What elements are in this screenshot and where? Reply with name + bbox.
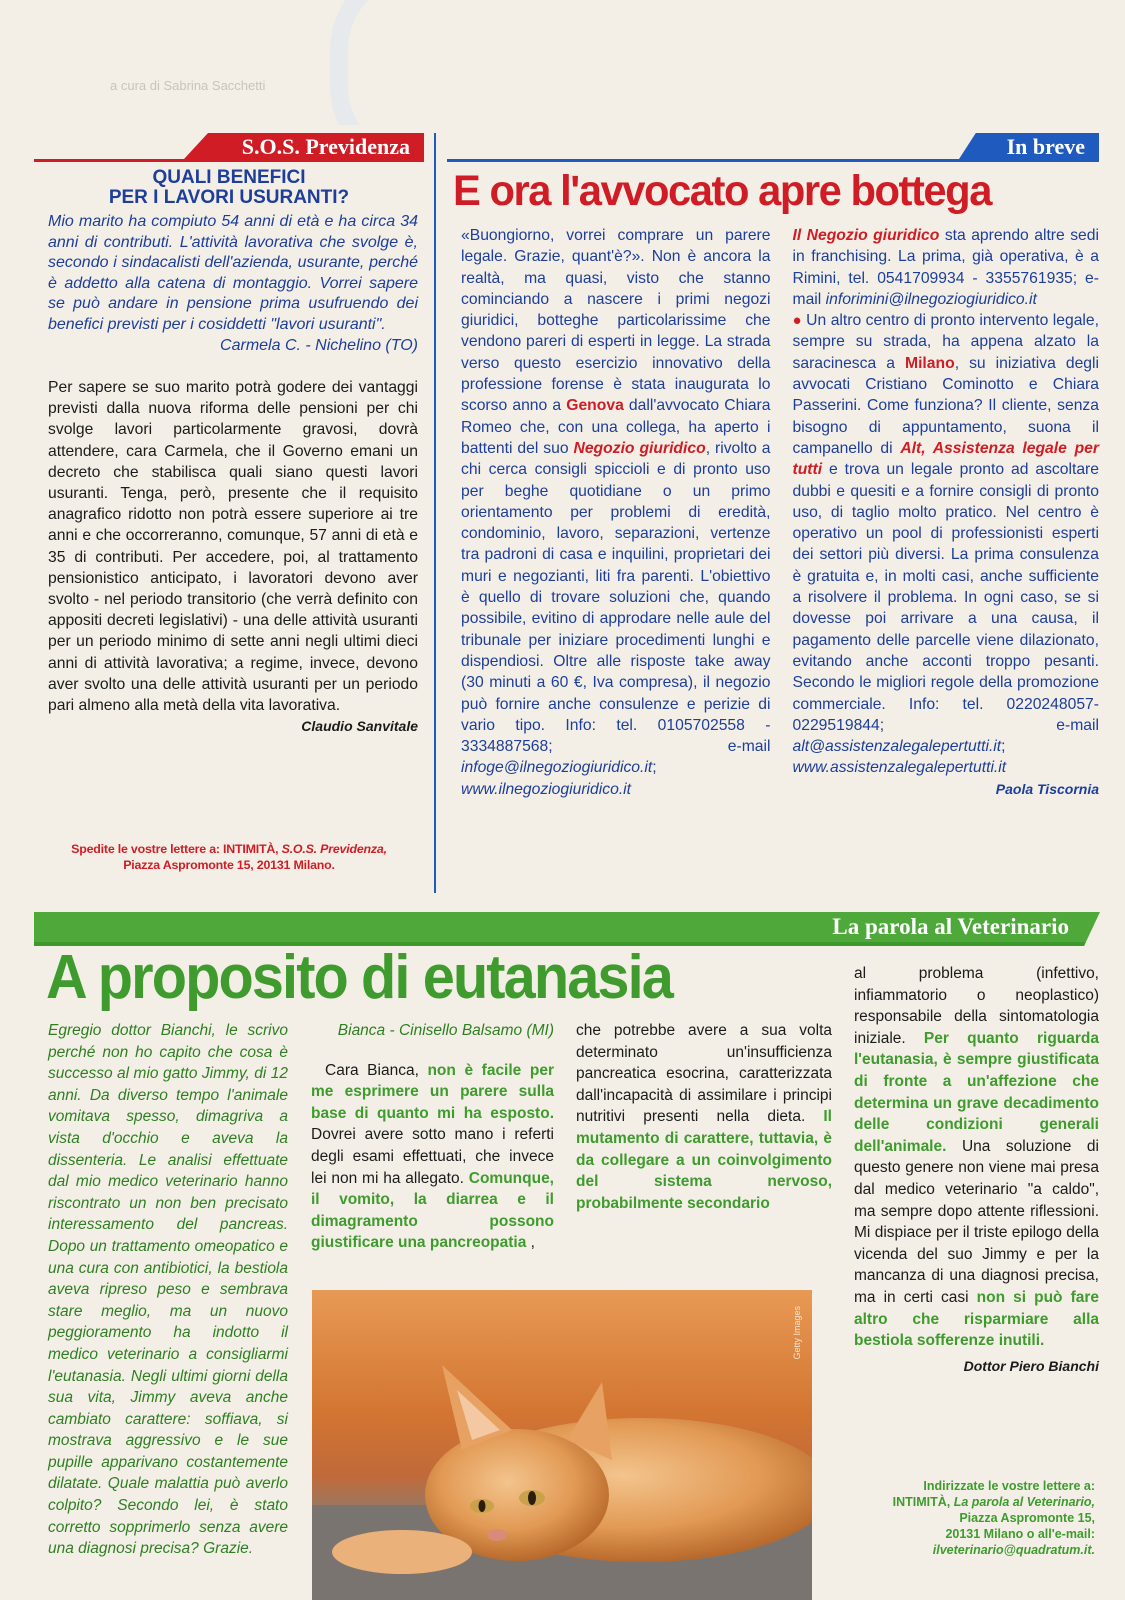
- cat-illustration: [312, 1290, 812, 1600]
- column-divider: [434, 133, 436, 893]
- vet-send-magazine: INTIMITÀ,: [892, 1495, 954, 1509]
- vet-answer-highlight: Il mutamento di carattere, tuttavia, è da collegare a un coinvolgimento del sistema nervoso, probabilmente secondario: [576, 1108, 832, 1212]
- vet-answer-highlight: Comunque, il vomito, la diarrea e il dimagramento possono giustificare una pancreopatia: [311, 1169, 554, 1252]
- vet-headline: A proposito di eutanasia: [46, 943, 673, 1012]
- vet-send-line1: Indirizzate le vostre lettere a:: [923, 1479, 1095, 1493]
- sos-header-bar: [34, 133, 424, 162]
- sos-answer-signature: Claudio Sanvitale: [301, 718, 418, 735]
- breve-separator: ;: [652, 759, 657, 777]
- breve-website-negozio[interactable]: www.ilnegoziogiuridico.it: [461, 780, 632, 798]
- breve-text: sta aprendo altre sedi in franchising. La prima, già operativa, è a Rimini, tel. 0541709934 - 3355761935; e-mail: [792, 227, 1099, 308]
- vet-letter-text: Egregio dottor Bianchi, le scrivo perché non ho capito che cosa è successo al mio gatto Jimmy, di 12 anni. Da diverso tempo l'animale vomitava spesso, dimagriva a vista d'occhio e aveva la dissenteria. Le analisi effettuate dal mio medico veterinario hanno riscontrato un non ben precisato interessamento del pancreas. Dopo un trattamento omeopatico e una cura con antibiotici, la bestiola aveva ripreso peso e sembrava stare meglio, ma un nuovo peggioramento ha indotto il medico veterinario a consigliarmi l'eutanasia. Negli ultimi giorni della sua vita, Jimmy aveva anche cambiato carattere: soffiava, si mostrava aggressivo e le sue pupille apparivano costantemente dilatate. Quale malattia può averlo colpito? Secondo lei, è stato corretto sopprimerlo senza avere una diagnosi precisa? Grazie.: [48, 1022, 288, 1558]
- vet-answer-start: [311, 1060, 554, 1254]
- cat-pupil: [528, 1491, 536, 1505]
- breve-website-alt[interactable]: www.assistenzalegalepertutti.it: [792, 759, 1007, 777]
- breve-headline: E ora l'avvocato apre bottega: [453, 167, 991, 215]
- breve-text: e trova un legale pronto ad ascoltare dubbi e quesiti e a fornire consigli di pronto uso, di taglio molto pratico. Nel centro è operativo un pool di professionisti esperti dei settori più diversi. La prima consulenza è gratuita e, in molti casi, anche sufficiente a risolvere il problema. In ogni caso, se si dovesse poi arrivare a una causa, il pagamento delle parcelle viene dilazionato, evitando anche acconti troppo pesanti. Secondo le migliori regole della promozione commerciale. Info: tel. 0220248057- 0229519844; e-mail: [792, 461, 1099, 734]
- sos-question-signature: Carmela C. - Nichelino (TO): [220, 337, 418, 354]
- breve-city-milano: Milano: [905, 354, 955, 372]
- vet-answer-highlight: non si può fare altro che risparmiare alla bestiola sofferenze inutili.: [854, 1288, 1100, 1350]
- sos-section-label: S.O.S. Previdenza: [241, 134, 410, 159]
- breve-columns: [447, 225, 1099, 800]
- page-ghost: [30, 0, 1125, 125]
- breve-shop-name: Il Negozio giuridico: [792, 227, 940, 244]
- vet-signature: Dottor Piero Bianchi: [963, 1357, 1099, 1374]
- sos-previdenza-section: [34, 133, 424, 893]
- cat-photo: [312, 1290, 812, 1600]
- sos-send-column: S.O.S. Previdenza,: [281, 842, 387, 856]
- vet-answer-text: Dovrei avere sotto mano i referti degli esami effettuati, che invece lei non mi ha allegato.: [311, 1126, 554, 1187]
- sos-send-address: Piazza Aspromonte 15, 20131 Milano.: [123, 858, 335, 872]
- vet-answer-text: che potrebbe avere a sua volta determinato un'insufficienza pancreatica esocrina, caratterizzata dall'incapacità di assimilare i principi nutritivi presenti nella dieta.: [576, 1022, 832, 1126]
- vet-send-line2: [835, 1494, 1095, 1510]
- breve-city-genova: Genova: [566, 397, 624, 415]
- breve-text: dall'avvocato Chiara Romeo che, con una collega, ha aperto i battenti del suo: [461, 397, 771, 457]
- sos-reader-question: Mio marito ha compiuto 54 anni di età e ha circa 34 anni di contributi. L'attività lavorativa che svolge è, secondo i sindacalisti dell'azienda, usurante, perché è addetto alla catena di montaggio. Vorrei sapere se può andare in pensione prima usufruendo dei benefici previsti per i cosiddetti "lavori usuranti".: [48, 213, 418, 333]
- vet-answer-highlight: non è facile per me esprimere un parere sulla base di quanto mi ha esposto.: [311, 1061, 554, 1122]
- breve-signature: Paola Tiscornia: [995, 780, 1099, 797]
- vet-letter-signature: Bianca - Cinisello Balsamo (MI): [337, 1022, 554, 1039]
- breve-text: , rivolto a chi cerca consigli spiccioli e di pronto uso per beghe quotidiane o un primo orientamento per problemi di eredità, condominio, lavoro, separazioni, vertenze tra padroni di casa e inquilini, proprietari dei muri e negozianti, liti fra parenti. L'obiettivo è quello di trovare soluzioni che, quando possibile, evitino di approdare nelle aule del tribunale per iniziare procedimenti lunghi e dispendiosi. Oltre alle risposte take away (30 minuti a 60 €, Iva compresa), il negozio può fornire anche consulenze e perizie di vario tipo. Info: tel. 0105702558 - 3334887568; e-mail: [461, 439, 771, 756]
- bullet-icon: ●: [792, 312, 802, 330]
- breve-separator: ;: [1001, 738, 1006, 756]
- vet-send-line4: 20131 Milano o all'e-mail:: [945, 1527, 1095, 1541]
- breve-text: , su iniziativa degli avvocati Cristiano Cominotto e Chiara Passerini. Come funziona? Il cliente, senza bisogno di appuntamento, suona il campanello di: [792, 354, 1100, 457]
- sos-answer: Per sapere se suo marito potrà godere dei vantaggi previsti dalla nuova riforma delle pensioni per chi svolge lavori particolarmente gravosi, dovrà attendere, cara Carmela, che il Governo emani un decreto che stabilisca quali siano questi lavori usuranti. Tenga, però, presente che il requisito anagrafico ridotto non potrà essere superiore ai tre anni e che occorreranno, comunque, 57 anni di età e 35 di contributi. Per accedere, poi, al trattamento pensionistico anticipato, i lavoratori devono aver svolto - nel periodo transitorio (che verrà definito con appositi decreti legislativi) - una delle attività usuranti per un periodo minimo di sette anni negli ultimi dieci anni di attività lavorativa; a regime, invece, devono aver svolto una delle attività usuranti per un periodo pari almeno alla metà della vita lavorativa.: [48, 379, 418, 715]
- vet-answer-text: al problema (infettivo, infiammatorio o neoplastico) responsabile della sintomatologia iniziale.: [854, 965, 1099, 1047]
- breve-text: Un altro centro di pronto intervento legale, sempre su strada, ha appena alzato la saracinesca a: [792, 312, 1100, 372]
- vet-send-email[interactable]: ilveterinario@quadratum.it.: [932, 1543, 1095, 1557]
- vet-answer-text: Cara Bianca,: [325, 1061, 428, 1079]
- cat-paw: [332, 1530, 472, 1574]
- vet-column-3: [576, 1020, 832, 1214]
- vet-column-2: [311, 1020, 554, 1254]
- vet-send-letters: [835, 1478, 1095, 1558]
- breve-header-bar: [447, 133, 1099, 162]
- vet-answer-highlight: Per quanto riguarda l'eutanasia, è sempre giustificata di fronte a un'affezione che determina un grave decadimento delle condizioni generali dell'animale.: [854, 1029, 1099, 1155]
- breve-column-2: [793, 225, 1100, 800]
- sos-question-title-line2: PER I LAVORI USURANTI?: [108, 187, 350, 208]
- breve-column-1: [461, 225, 771, 800]
- breve-shop-name: Negozio giuridico: [573, 439, 706, 457]
- sos-send-line1: Spedite le vostre lettere a: INTIMITÀ,: [71, 842, 282, 856]
- breve-section-label: In breve: [1006, 134, 1085, 159]
- sos-question-title-line1: QUALI BENEFICI: [152, 167, 306, 188]
- breve-text: «Buongiorno, vorrei comprare un parere legale. Grazie, quant'è?». Non è ancora la realtà, ma quasi, visto che stanno cominciando a nascere i primi negozi giuridici, botteghe particolarissime che vendono pareri di esperti in legge. La strada verso questo esercizio innovativo della professione forense è stata inaugurata lo scorso anno a: [461, 227, 771, 415]
- breve-email-alt[interactable]: alt@assistenzalegalepertutti.it: [792, 738, 1002, 756]
- vet-answer-text: ,: [530, 1234, 535, 1252]
- breve-alt-name: Alt, Assistenza legale per tutti: [792, 439, 1099, 479]
- cat-nose: [487, 1529, 507, 1541]
- vet-section-label: La parola al Veterinario: [832, 914, 1069, 939]
- photo-credit: Getty Images: [792, 1306, 802, 1360]
- in-breve-section: [447, 133, 1099, 893]
- breve-email-genova[interactable]: infoge@ilnegoziogiuridico.it: [461, 759, 653, 777]
- vet-send-line3: Piazza Aspromonte 15,: [959, 1511, 1095, 1525]
- vet-answer-text: Una soluzione di questo genere non viene mai presa dal medico veterinario "a caldo", ma sempre dopo attente riflessioni. Mi dispiace per il triste epilogo della vicenda del suo Jimmy e per la mancanza di una diagnosi precisa, ma in certi casi: [854, 1137, 1099, 1306]
- ghost-shape: [330, 0, 1125, 125]
- sos-question-title: [34, 168, 424, 208]
- vet-column-4: [854, 963, 1099, 1377]
- cat-pupil: [479, 1500, 486, 1512]
- ghost-caption: a cura di Sabrina Sacchetti: [110, 78, 266, 93]
- breve-email-rimini[interactable]: inforimini@ilnegoziogiuridico.it: [825, 290, 1037, 308]
- vet-letter: [48, 1020, 288, 1560]
- vet-send-column: La parola al Veterinario,: [953, 1495, 1095, 1509]
- sos-send-letters: [34, 841, 424, 873]
